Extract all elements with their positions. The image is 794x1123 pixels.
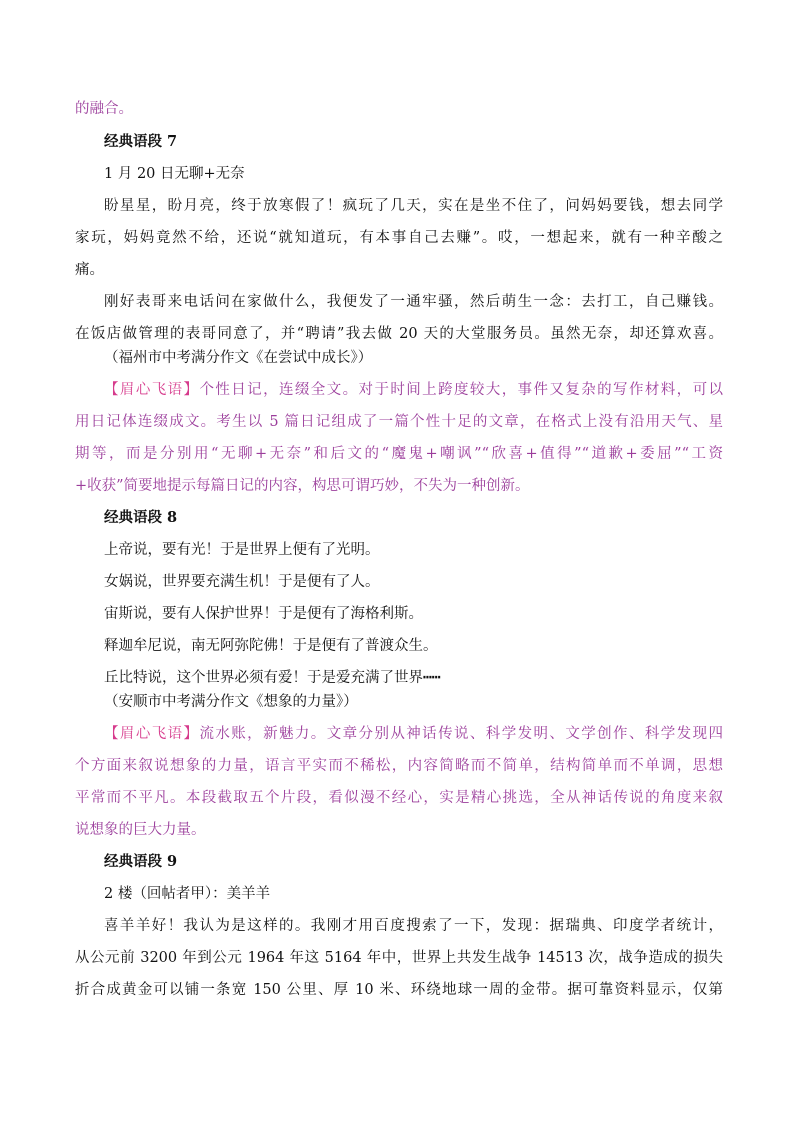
comment-text: 流水账，新魅力。文章分别从神话传说、科学发明、文学创作、科学发现四: [199, 726, 724, 742]
source-citation: （福州市中考满分作文《在尝试中成长》）: [104, 350, 373, 366]
comment-text: 个性日记，连缀全文。对于时间上跨度较大，事件又复杂的写作材料，可以: [199, 382, 724, 398]
section-heading-7: 经典语段 7: [104, 133, 178, 150]
comment-line: 期等，而是分别用“无聊+无奈”和后文的“魔鬼+嘲讽”“欣喜+值得”“道歉+委屈”“工资: [75, 446, 723, 462]
body-line: 释迦牟尼说，南无阿弥陀佛！于是便有了普渡众生。: [104, 638, 438, 654]
body-line: 丘比特说，这个世界必须有爱！于是爱充满了世界┅┅: [104, 670, 441, 686]
section-heading-9: 经典语段 9: [104, 853, 178, 870]
section-heading-8: 经典语段 8: [104, 509, 178, 526]
body-line: 宙斯说，要有人保护世界！于是便有了海格利斯。: [104, 606, 423, 622]
body-line: 盼星星，盼月亮，终于放寒假了！疯玩了几天，实在是坐不住了，问妈妈要钱，想去同学: [104, 198, 723, 214]
source-citation: （安顺市中考满分作文《想象的力量》）: [104, 694, 358, 710]
body-line: 从公元前 3200 年到公元 1964 年这 5164 年中，世界上共发生战争 14513 次，战争造成的损失: [75, 950, 723, 966]
comment-line: 平常而不平凡。本段截取五个片段，看似漫不经心，实是精心挑选，全从神话传说的角度来叙: [75, 790, 723, 806]
body-line: 折合成黄金可以铺一条宽 150 公里、厚 10 米、环绕地球一周的金带。据可靠资料显示，仅第: [75, 982, 723, 998]
comment-line: [104, 380, 723, 400]
comment-line: 个方面来叙说想象的力量，语言平实而不稀松，内容简略而不简单，结构简单而不单调，思想: [75, 758, 723, 774]
body-line: 痛。: [75, 262, 104, 278]
body-line: 上帝说，要有光！于是世界上便有了光明。: [104, 542, 380, 558]
comment-line: +收获”简要地提示每篇日记的内容，构思可谓巧妙，不失为一种创新。: [75, 478, 530, 494]
comment-tag: 【眉心飞语】: [104, 726, 200, 742]
body-line: 刚好表哥来电话问在家做什么，我便发了一通牢骚，然后萌生一念：去打工，自己赚钱。: [104, 294, 723, 310]
body-line: 喜羊羊好！我认为是这样的。我刚才用百度搜索了一下，发现：据瑞典、印度学者统计，: [104, 918, 723, 934]
comment-line: [104, 724, 723, 744]
comment-tag: 【眉心飞语】: [104, 382, 200, 398]
post-header: 2 楼（回帖者甲）：美羊羊: [104, 886, 271, 902]
diary-title: 1 月 20 日无聊+无奈: [104, 166, 245, 182]
body-line: 家玩，妈妈竟然不给，还说“就知道玩，有本事自己去赚”。哎，一想起来，就有一种辛酸之: [75, 230, 723, 246]
paragraph-continuation: 的融合。: [75, 101, 133, 117]
comment-line: 说想象的巨大力量。: [75, 822, 206, 838]
comment-line: 用日记体连缀成文。考生以 5 篇日记组成了一篇个性十足的文章，在格式上没有沿用天气、星: [75, 414, 723, 430]
body-line: 女娲说，世界要充满生机！于是便有了人。: [104, 574, 380, 590]
body-line: 在饭店做管理的表哥同意了，并“聘请”我去做 20 天的大堂服务员。虽然无奈，却还算欢喜。: [75, 326, 723, 342]
